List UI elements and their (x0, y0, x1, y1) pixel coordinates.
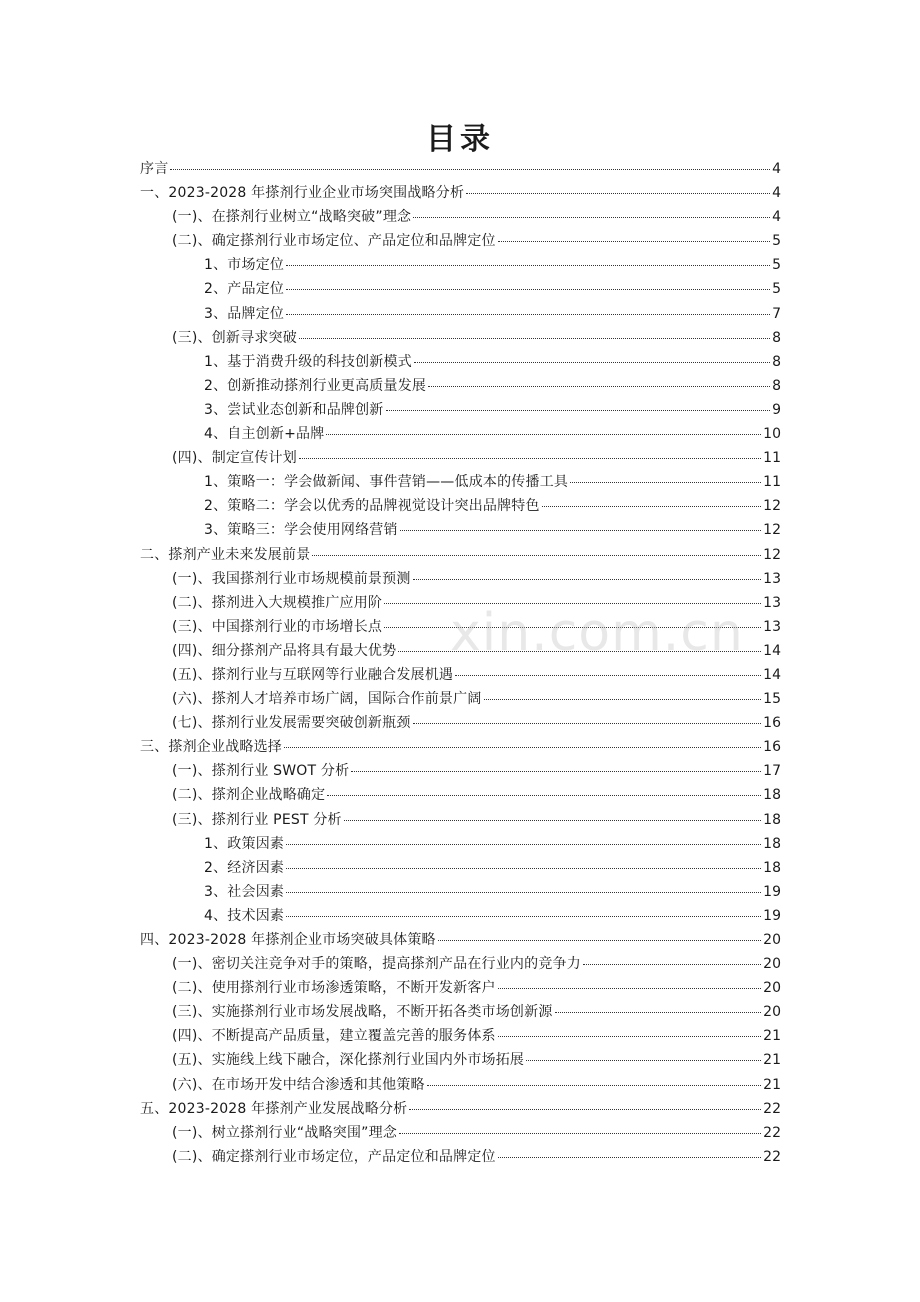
toc-entry-page: 13 (763, 570, 781, 587)
toc-entry-page: 5 (772, 233, 781, 250)
toc-entry-page: 22 (763, 1148, 781, 1165)
toc-entry-label: 3、品牌定位 (204, 305, 285, 322)
dot-leader (170, 168, 770, 170)
toc-entry-page: 7 (772, 305, 781, 322)
toc-entry[interactable] (140, 1048, 781, 1072)
toc-entry[interactable] (140, 422, 781, 446)
toc-entry[interactable] (140, 783, 781, 807)
toc-entry[interactable] (140, 735, 781, 759)
dot-leader (327, 794, 761, 796)
toc-entry-page: 5 (772, 281, 781, 298)
toc-entry-label: 4、技术因素 (204, 907, 285, 924)
toc-entry[interactable] (140, 350, 781, 374)
dot-leader (400, 529, 761, 531)
toc-entry[interactable] (140, 253, 781, 277)
toc-entry[interactable] (140, 302, 781, 326)
toc-entry[interactable] (140, 470, 781, 494)
dot-leader (413, 216, 770, 218)
toc-entry[interactable] (140, 1097, 781, 1121)
toc-entry[interactable] (140, 567, 781, 591)
toc-entry-page: 9 (772, 401, 781, 418)
toc-entry-label: (五)、搽剂行业与互联网等行业融合发展机遇 (172, 666, 454, 683)
toc-entry[interactable] (140, 615, 781, 639)
toc-entry[interactable] (140, 181, 781, 205)
toc-entry-label: 一、2023-2028 年搽剂行业企业市场突围战略分析 (140, 185, 465, 202)
toc-entry-page: 18 (763, 835, 781, 852)
dot-leader (299, 337, 770, 339)
toc-entry-page: 5 (772, 257, 781, 274)
toc-entry[interactable] (140, 591, 781, 615)
toc-entry-label: (三)、中国搽剂行业的市场增长点 (172, 618, 383, 635)
toc-entry-label: (一)、树立搽剂行业“战略突围”理念 (172, 1124, 398, 1141)
dot-leader (542, 505, 761, 507)
toc-entry-page: 17 (763, 763, 781, 780)
toc-entry[interactable] (140, 446, 781, 470)
dot-leader (526, 1059, 761, 1061)
dot-leader (555, 1011, 762, 1013)
toc-entry[interactable] (140, 904, 781, 928)
toc-entry-label: (一)、我国搽剂行业市场规模前景预测 (172, 570, 411, 587)
dot-leader (498, 240, 770, 242)
toc-entry[interactable] (140, 880, 781, 904)
toc-entry-page: 19 (763, 883, 781, 900)
dot-leader (299, 457, 761, 459)
dot-leader (351, 770, 761, 772)
toc-entry[interactable] (140, 976, 781, 1000)
toc-entry-label: 1、基于消费升级的科技创新模式 (204, 353, 412, 370)
toc-entry-label: (四)、制定宣传计划 (172, 450, 297, 467)
toc-entry-label: (七)、搽剂行业发展需要突破创新瓶颈 (172, 715, 411, 732)
toc-entry-page: 21 (763, 1076, 781, 1093)
dot-leader (384, 602, 761, 604)
toc-entry-page: 12 (763, 522, 781, 539)
toc-entry-label: (一)、搽剂行业 SWOT 分析 (172, 763, 350, 780)
toc-entry[interactable] (140, 663, 781, 687)
toc-title: 目录 (426, 122, 494, 157)
toc-entry-page: 12 (763, 546, 781, 563)
toc-entry[interactable] (140, 928, 781, 952)
dot-leader (286, 288, 770, 290)
toc-entry-label: 序言 (140, 161, 169, 177)
toc-entry-label: 4、自主创新+品牌 (204, 426, 325, 443)
toc-entry[interactable] (140, 856, 781, 880)
toc-entry-label: (二)、确定搽剂行业市场定位，产品定位和品牌定位 (172, 1148, 496, 1165)
toc-entry-label: (三)、搽剂行业 PEST 分析 (172, 811, 342, 828)
dot-leader (286, 843, 761, 845)
dot-leader (286, 313, 770, 315)
toc-entry-page: 20 (763, 1004, 781, 1021)
toc-entry-label: 2、经济因素 (204, 859, 285, 876)
toc-entry-label: (三)、创新寻求突破 (172, 329, 297, 346)
dot-leader (284, 746, 761, 748)
toc-entry[interactable] (140, 374, 781, 398)
dot-leader (414, 361, 770, 363)
toc-entry-label: (二)、确定搽剂行业市场定位、产品定位和品牌定位 (172, 233, 496, 250)
dot-leader (286, 867, 761, 869)
dot-leader (413, 722, 762, 724)
toc-entry-page: 14 (763, 642, 781, 659)
toc-entry[interactable] (140, 1145, 781, 1169)
toc-entry[interactable] (140, 1000, 781, 1024)
watermark: xin.com.cn (450, 603, 744, 663)
toc-entry[interactable] (140, 518, 781, 542)
toc-entry[interactable] (140, 157, 781, 181)
dot-leader (312, 554, 761, 556)
toc-entry-label: 1、策略一：学会做新闻、事件营销——低成本的传播工具 (204, 474, 569, 491)
toc-entry[interactable] (140, 1024, 781, 1048)
toc-entry-label: (一)、在搽剂行业树立“战略突破”理念 (172, 209, 412, 226)
dot-leader (427, 1084, 761, 1086)
toc-entry-label: 2、产品定位 (204, 281, 285, 298)
toc-entry-page: 22 (763, 1124, 781, 1141)
toc-entry-label: 二、搽剂产业未来发展前景 (140, 546, 311, 563)
dot-leader (386, 409, 771, 411)
toc-entry[interactable] (140, 205, 781, 229)
toc-entry[interactable] (140, 759, 781, 783)
toc-entry-page: 16 (763, 739, 781, 756)
toc-entry-label: (六)、搽剂人才培养市场广阔，国际合作前景广阔 (172, 691, 482, 708)
dot-leader (286, 915, 761, 917)
dot-leader (438, 939, 761, 941)
dot-leader (286, 891, 761, 893)
toc-entry-page: 16 (763, 715, 781, 732)
dot-leader (498, 1035, 761, 1037)
toc-entry-label: 3、尝试业态创新和品牌创新 (204, 401, 384, 418)
toc-entry-label: 四、2023-2028 年搽剂企业市场突破具体策略 (140, 932, 436, 948)
dot-leader (455, 674, 761, 676)
toc-entry-label: 2、策略二：学会以优秀的品牌视觉设计突出品牌特色 (204, 498, 540, 515)
toc-entry-page: 20 (763, 932, 781, 948)
toc-entry[interactable] (140, 1073, 781, 1097)
toc-entry-page: 21 (763, 1052, 781, 1069)
dot-leader (428, 385, 770, 387)
toc-entry-page: 20 (763, 980, 781, 997)
toc-entry[interactable] (140, 687, 781, 711)
toc-entry[interactable] (140, 398, 781, 422)
toc-entry-label: 五、2023-2028 年搽剂产业发展战略分析 (140, 1100, 408, 1117)
toc-entry[interactable] (140, 229, 781, 253)
toc-entry[interactable] (140, 1121, 781, 1145)
toc-entry-label: (四)、不断提高产品质量，建立覆盖完善的服务体系 (172, 1028, 496, 1045)
dot-leader (409, 1108, 761, 1110)
toc-entry-page: 18 (763, 787, 781, 804)
toc-entry-label: (四)、细分搽剂产品将具有最大优势 (172, 642, 397, 659)
dot-leader (570, 481, 761, 483)
toc-entry[interactable] (140, 832, 781, 856)
toc-entry[interactable] (140, 543, 781, 567)
toc-entry[interactable] (140, 326, 781, 350)
toc-entry-label: 3、策略三：学会使用网络营销 (204, 522, 398, 539)
toc-entry-label: (二)、搽剂进入大规模推广应用阶 (172, 594, 383, 611)
dot-leader (326, 433, 761, 435)
toc-entry-page: 21 (763, 1028, 781, 1045)
toc-entry-page: 8 (772, 353, 781, 370)
dot-leader (498, 1156, 761, 1158)
toc-entry-page: 18 (763, 811, 781, 828)
toc-entry-page: 19 (763, 907, 781, 924)
toc-entry-page: 8 (772, 377, 781, 394)
dot-leader (466, 192, 770, 194)
toc-entry-label: (一)、密切关注竞争对手的策略，提高搽剂产品在行业内的竞争力 (172, 956, 581, 973)
toc-entry-label: (五)、实施线上线下融合，深化搽剂行业国内外市场拓展 (172, 1052, 525, 1069)
toc-entry-page: 4 (772, 209, 781, 226)
dot-leader (583, 963, 761, 965)
dot-leader (498, 987, 761, 989)
table-of-contents (140, 157, 781, 1169)
toc-entry-label: 3、社会因素 (204, 883, 285, 900)
dot-leader (413, 578, 762, 580)
toc-entry-page: 18 (763, 859, 781, 876)
toc-entry-page: 4 (772, 161, 781, 177)
toc-entry-page: 20 (763, 956, 781, 973)
toc-entry-page: 12 (763, 498, 781, 515)
toc-entry-label: 1、政策因素 (204, 835, 285, 852)
dot-leader (286, 264, 770, 266)
dot-leader (344, 819, 761, 821)
dot-leader (484, 698, 762, 700)
toc-entry[interactable] (140, 639, 781, 663)
toc-entry-page: 13 (763, 594, 781, 611)
dot-leader (398, 650, 761, 652)
toc-entry-page: 14 (763, 666, 781, 683)
toc-entry-page: 11 (763, 474, 781, 491)
toc-entry-label: (二)、使用搽剂行业市场渗透策略，不断开发新客户 (172, 980, 496, 997)
toc-entry[interactable] (140, 711, 781, 735)
toc-entry[interactable] (140, 808, 781, 832)
toc-entry-page: 10 (763, 426, 781, 443)
toc-entry-page: 8 (772, 329, 781, 346)
dot-leader (384, 626, 761, 628)
toc-entry-label: 三、搽剂企业战略选择 (140, 739, 282, 756)
toc-entry-page: 11 (763, 450, 781, 467)
toc-entry-label: 1、市场定位 (204, 257, 285, 274)
toc-entry-label: (六)、在市场开发中结合渗透和其他策略 (172, 1076, 425, 1093)
toc-entry[interactable] (140, 277, 781, 301)
toc-entry[interactable] (140, 494, 781, 518)
toc-entry-label: (三)、实施搽剂行业市场发展战略，不断开拓各类市场创新源 (172, 1004, 553, 1021)
toc-entry-label: (二)、搽剂企业战略确定 (172, 787, 326, 804)
toc-entry-page: 4 (772, 185, 781, 202)
dot-leader (399, 1132, 761, 1134)
toc-entry-page: 22 (763, 1100, 781, 1117)
toc-entry-label: 2、创新推动搽剂行业更高质量发展 (204, 377, 427, 394)
toc-entry-page: 15 (763, 691, 781, 708)
toc-entry[interactable] (140, 952, 781, 976)
toc-entry-page: 13 (763, 618, 781, 635)
